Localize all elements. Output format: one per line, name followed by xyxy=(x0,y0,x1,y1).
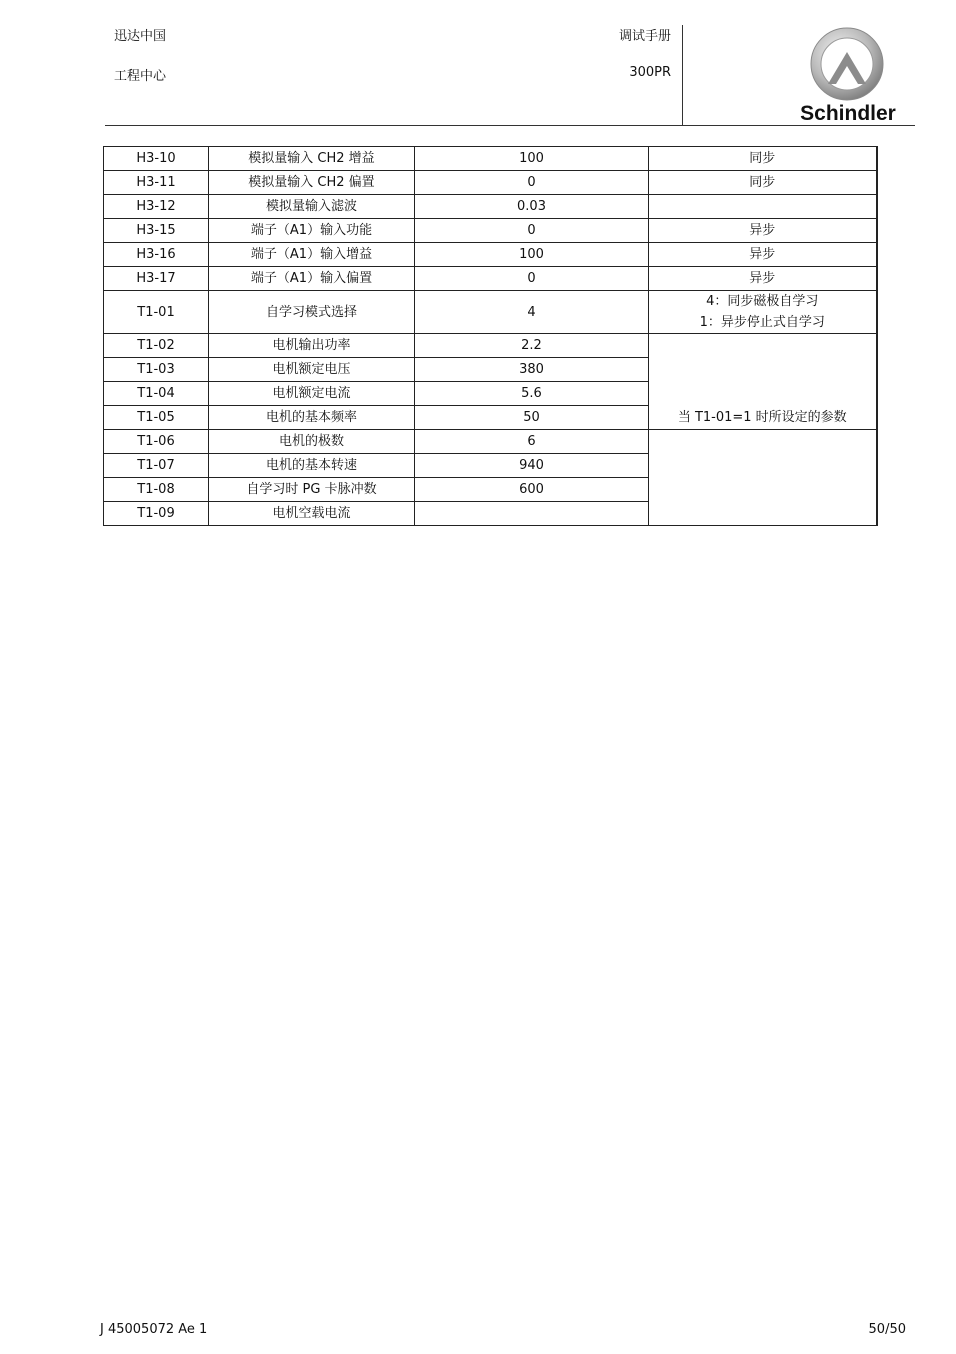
header-divider-vertical xyxy=(682,25,683,125)
param-value: 0 xyxy=(415,267,649,291)
table-row xyxy=(104,267,877,291)
param-value: 0 xyxy=(415,219,649,243)
param-code: H3-17 xyxy=(104,267,209,291)
table-row xyxy=(104,243,877,267)
param-name: 自学习时 PG 卡脉冲数 xyxy=(209,478,415,502)
param-name: 端子（A1）输入偏置 xyxy=(209,267,415,291)
param-value: 600 xyxy=(415,478,649,502)
schindler-emblem-icon xyxy=(788,26,908,106)
param-note: 异步 xyxy=(649,267,877,291)
company-name: 迅达中国 xyxy=(114,29,167,44)
param-value: 50 xyxy=(415,406,649,430)
table-row xyxy=(104,147,877,171)
param-code: H3-12 xyxy=(104,195,209,219)
table-row xyxy=(104,430,877,454)
param-name: 电机额定电流 xyxy=(209,382,415,406)
department-name: 工程中心 xyxy=(114,69,167,84)
table-row xyxy=(104,334,877,358)
param-name: 模拟量输入滤波 xyxy=(209,195,415,219)
param-code: T1-04 xyxy=(104,382,209,406)
param-name: 电机额定电压 xyxy=(209,358,415,382)
param-code: T1-07 xyxy=(104,454,209,478)
param-name: 电机的极数 xyxy=(209,430,415,454)
logo-wordmark: Schindler xyxy=(800,102,896,125)
schindler-logo xyxy=(788,26,908,126)
param-value: 100 xyxy=(415,147,649,171)
param-name: 模拟量输入 CH2 偏置 xyxy=(209,171,415,195)
manual-title: 调试手册 xyxy=(618,29,671,44)
param-value xyxy=(415,502,649,526)
param-value: 4 xyxy=(415,291,649,334)
param-note: 同步 xyxy=(649,147,877,171)
param-value: 0 xyxy=(415,171,649,195)
param-code: T1-08 xyxy=(104,478,209,502)
param-name: 电机空载电流 xyxy=(209,502,415,526)
param-name: 电机的基本频率 xyxy=(209,406,415,430)
merged-note: 当 T1-01=1 时所设定的参数 xyxy=(649,334,877,430)
param-note: 异步 xyxy=(649,243,877,267)
param-name: 端子（A1）输入功能 xyxy=(209,219,415,243)
param-value: 6 xyxy=(415,430,649,454)
param-name: 电机输出功率 xyxy=(209,334,415,358)
page-number: 50/50 xyxy=(868,1322,906,1337)
param-name: 电机的基本转速 xyxy=(209,454,415,478)
table-row xyxy=(104,291,877,334)
param-code: T1-02 xyxy=(104,334,209,358)
model-code: 300PR xyxy=(629,65,671,80)
document-number: J 45005072 Ae 1 xyxy=(100,1322,208,1337)
param-code: H3-11 xyxy=(104,171,209,195)
param-code: T1-09 xyxy=(104,502,209,526)
param-code: T1-01 xyxy=(104,291,209,334)
param-value: 100 xyxy=(415,243,649,267)
table-row xyxy=(104,171,877,195)
param-value: 940 xyxy=(415,454,649,478)
param-value: 0.03 xyxy=(415,195,649,219)
param-code: H3-16 xyxy=(104,243,209,267)
param-code: T1-03 xyxy=(104,358,209,382)
param-note: 异步 xyxy=(649,219,877,243)
table-row xyxy=(104,219,877,243)
param-value: 5.6 xyxy=(415,382,649,406)
param-code: T1-05 xyxy=(104,406,209,430)
param-note: 同步 xyxy=(649,171,877,195)
param-name: 模拟量输入 CH2 增益 xyxy=(209,147,415,171)
param-value: 380 xyxy=(415,358,649,382)
param-note xyxy=(649,195,877,219)
parameter-table xyxy=(103,146,878,526)
param-code: T1-06 xyxy=(104,430,209,454)
param-value: 2.2 xyxy=(415,334,649,358)
param-name: 自学习模式选择 xyxy=(209,291,415,334)
table-row xyxy=(104,195,877,219)
param-name: 端子（A1）输入增益 xyxy=(209,243,415,267)
note-line: 4：同步磁极自学习 xyxy=(706,294,819,309)
param-note xyxy=(649,291,877,334)
note-line: 1：异步停止式自学习 xyxy=(699,315,825,330)
param-code: H3-15 xyxy=(104,219,209,243)
empty-note-cell xyxy=(649,430,877,526)
param-code: H3-10 xyxy=(104,147,209,171)
